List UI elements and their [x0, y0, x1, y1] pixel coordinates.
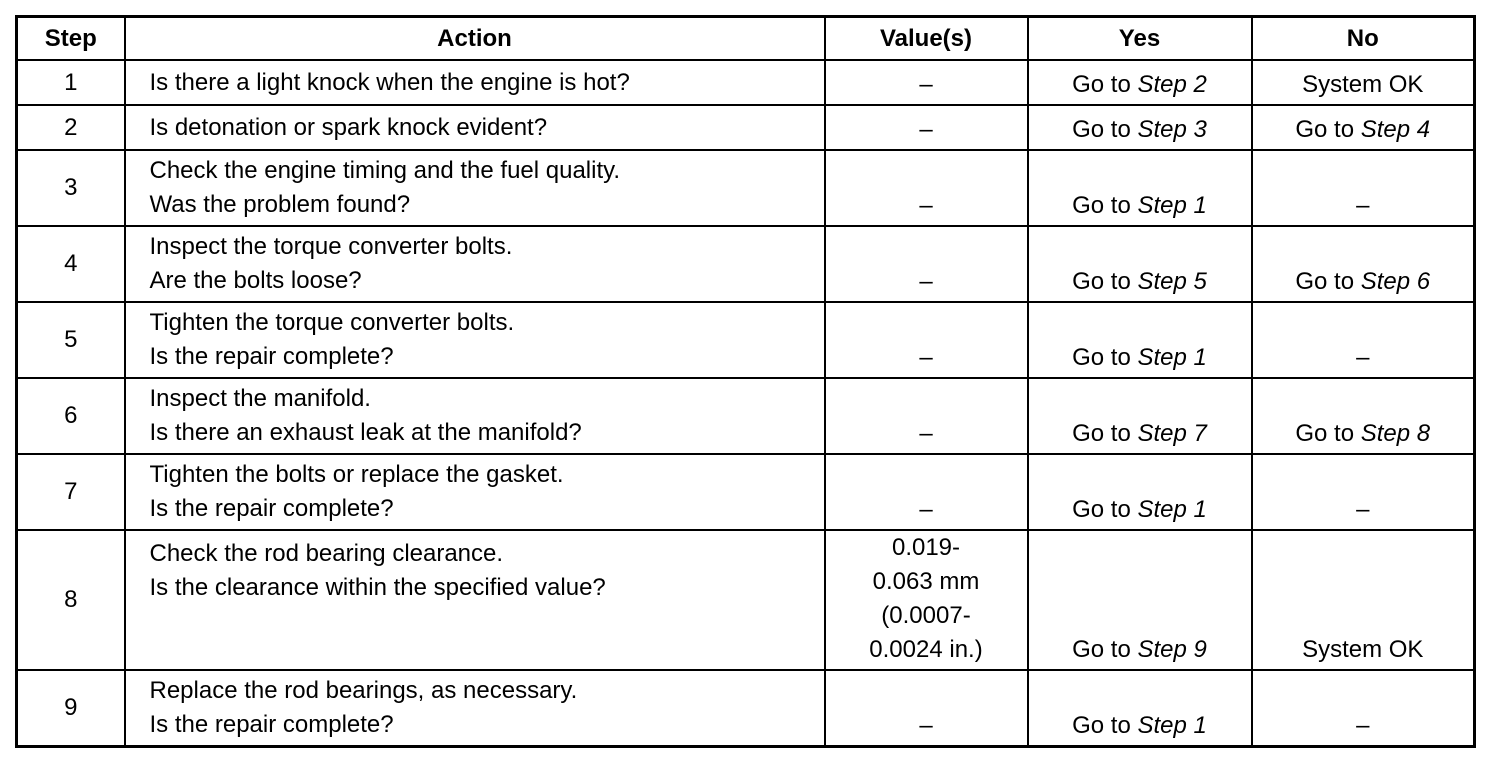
no-text: –: [1356, 496, 1370, 523]
action-cell: [125, 530, 825, 670]
no-step-ref: Step 4: [1360, 116, 1431, 143]
table-row: [17, 530, 1475, 670]
yes-cell: [1028, 302, 1252, 378]
yes-step-ref: Step 1: [1137, 192, 1207, 219]
yes-step-ref: Step 1: [1137, 496, 1207, 523]
action-line: Is the repair complete?: [149, 495, 394, 522]
yes-text: Go to: [1072, 712, 1138, 739]
value-cell: –: [825, 670, 1028, 747]
table-row: [17, 150, 1475, 226]
action-line: Tighten the torque converter bolts.: [149, 309, 515, 336]
value-line: 0.019-: [891, 534, 961, 561]
action-cell: [125, 150, 825, 226]
no-cell: [1252, 60, 1475, 105]
yes-text: Go to: [1072, 344, 1138, 371]
header-no: No: [1252, 17, 1475, 61]
yes-cell: [1028, 530, 1252, 670]
yes-cell: [1028, 60, 1252, 105]
yes-cell: [1028, 454, 1252, 530]
action-line: Is there a light knock when the engine is hot?: [149, 68, 630, 96]
table-row: [17, 454, 1475, 530]
header-values: Value(s): [825, 17, 1028, 61]
table-row: [17, 60, 1475, 105]
step-number: 5: [17, 302, 125, 378]
step-number: 6: [17, 378, 125, 454]
value-cell: –: [825, 302, 1028, 378]
no-step-ref: Step 6: [1360, 268, 1431, 295]
action-line: Inspect the torque converter bolts.: [149, 233, 513, 260]
value-line: (0.0007-: [881, 602, 971, 629]
step-number: 2: [17, 105, 125, 150]
no-cell: [1252, 150, 1475, 226]
value-cell: –: [825, 454, 1028, 530]
step-number: 4: [17, 226, 125, 302]
no-cell: [1252, 454, 1475, 530]
no-cell: [1252, 302, 1475, 378]
yes-step-ref: Step 3: [1137, 116, 1207, 143]
no-text: –: [1356, 712, 1370, 739]
step-number: 1: [17, 60, 125, 105]
action-cell: [125, 226, 825, 302]
action-line: Is the clearance within the specified value?: [149, 574, 606, 601]
value-cell: –: [825, 226, 1028, 302]
step-number: 7: [17, 454, 125, 530]
value-line: 0.063 mm: [872, 568, 980, 595]
value-cell: [825, 530, 1028, 670]
yes-step-ref: Step 1: [1137, 712, 1207, 739]
yes-cell: [1028, 378, 1252, 454]
yes-text: Go to: [1072, 420, 1138, 447]
no-text: Go to: [1295, 268, 1361, 295]
diagnostic-table: [15, 15, 1476, 748]
no-step-ref: Step 8: [1360, 420, 1431, 447]
header-step: Step: [17, 17, 125, 61]
no-text: System OK: [1302, 636, 1424, 663]
yes-cell: [1028, 150, 1252, 226]
yes-step-ref: Step 9: [1137, 636, 1207, 663]
yes-cell: [1028, 105, 1252, 150]
action-line: Was the problem found?: [149, 191, 411, 218]
no-cell: [1252, 105, 1475, 150]
header-yes: Yes: [1028, 17, 1252, 61]
table-row: [17, 670, 1475, 747]
action-cell: [125, 302, 825, 378]
no-cell: [1252, 378, 1475, 454]
step-number: 3: [17, 150, 125, 226]
yes-text: Go to: [1072, 268, 1138, 295]
action-cell: [125, 454, 825, 530]
table-row: [17, 105, 1475, 150]
yes-text: Go to: [1072, 116, 1138, 143]
no-text: –: [1356, 192, 1370, 219]
yes-step-ref: Step 1: [1137, 344, 1207, 371]
no-text: –: [1356, 344, 1370, 371]
action-line: Check the engine timing and the fuel quality.: [149, 157, 621, 184]
header-row: [17, 17, 1475, 61]
yes-step-ref: Step 2: [1137, 71, 1207, 98]
no-text: Go to: [1295, 116, 1361, 143]
action-line: Are the bolts loose?: [149, 267, 362, 294]
no-text: Go to: [1295, 420, 1361, 447]
action-line: Is detonation or spark knock evident?: [149, 113, 548, 141]
yes-text: Go to: [1072, 71, 1138, 98]
yes-text: Go to: [1072, 496, 1138, 523]
table-row: [17, 226, 1475, 302]
table-row: [17, 302, 1475, 378]
action-line: Is the repair complete?: [149, 343, 394, 370]
value-cell: –: [825, 105, 1028, 150]
yes-cell: [1028, 670, 1252, 747]
yes-cell: [1028, 226, 1252, 302]
step-number: 9: [17, 670, 125, 747]
no-cell: [1252, 226, 1475, 302]
action-line: Is the repair complete?: [149, 711, 394, 738]
action-line: Tighten the bolts or replace the gasket.: [149, 461, 564, 488]
action-cell: [125, 60, 825, 105]
no-text: System OK: [1302, 71, 1424, 98]
table-row: [17, 378, 1475, 454]
action-line: Check the rod bearing clearance.: [149, 540, 504, 567]
yes-text: Go to: [1072, 636, 1138, 663]
header-action: Action: [125, 17, 825, 61]
no-cell: [1252, 530, 1475, 670]
action-cell: [125, 378, 825, 454]
value-cell: –: [825, 150, 1028, 226]
action-cell: [125, 670, 825, 747]
step-number: 8: [17, 530, 125, 670]
no-cell: [1252, 670, 1475, 747]
yes-step-ref: Step 5: [1137, 268, 1207, 295]
yes-step-ref: Step 7: [1137, 420, 1207, 447]
action-line: Replace the rod bearings, as necessary.: [149, 677, 578, 704]
yes-text: Go to: [1072, 192, 1138, 219]
action-line: Inspect the manifold.: [149, 385, 371, 412]
value-line: 0.0024 in.): [869, 636, 983, 663]
value-cell: –: [825, 60, 1028, 105]
action-line: Is there an exhaust leak at the manifold?: [149, 419, 582, 446]
action-cell: [125, 105, 825, 150]
value-cell: –: [825, 378, 1028, 454]
